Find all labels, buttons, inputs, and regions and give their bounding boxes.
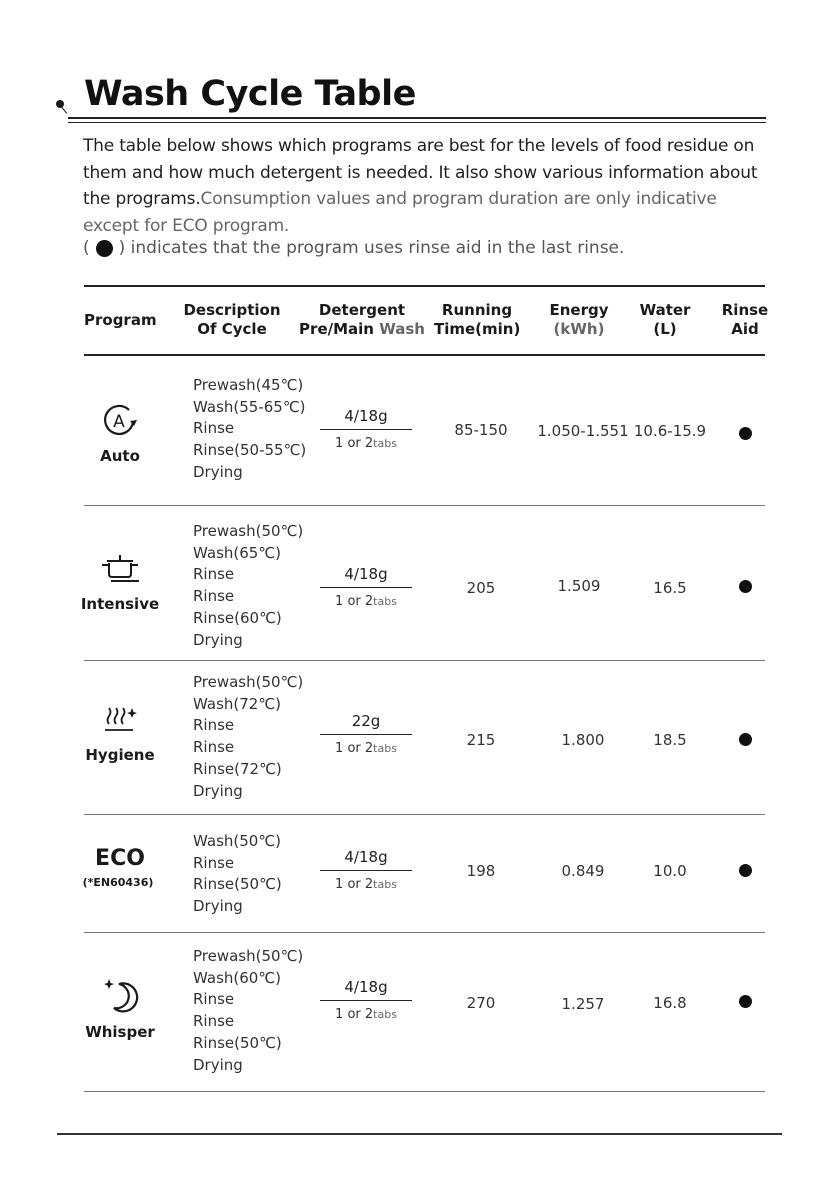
detergent-tabs: 1 or 2tabs	[335, 594, 397, 609]
energy-hygiene: 1.800	[561, 731, 605, 749]
running-time-intensive: 205	[466, 579, 496, 597]
steam-sparkle-icon	[102, 704, 140, 738]
title-rule-thin	[68, 122, 766, 123]
moon-star-icon	[100, 976, 140, 1014]
step: Wash(65℃)	[193, 543, 282, 562]
step: Rinse	[193, 419, 235, 438]
detergent-eco	[320, 848, 412, 892]
header-detergent: Detergent Pre/Main Wash	[299, 301, 425, 338]
detergent-tabs: 1 or 2tabs	[335, 877, 397, 892]
step: Wash(55-65℃)	[193, 397, 306, 416]
rinse-aid-legend	[83, 238, 624, 258]
row-separator	[84, 1091, 765, 1092]
step: Rinse(50℃)	[193, 1033, 282, 1052]
program-name-intensive: Intensive	[80, 595, 160, 613]
row-separator	[84, 660, 765, 661]
rinse-aid-dot-icon	[739, 427, 752, 440]
auto-a-icon	[100, 402, 140, 438]
step: Rinse(60℃)	[193, 608, 282, 627]
footer-rule	[57, 1133, 782, 1135]
legend-open-paren: (	[83, 238, 90, 258]
water-auto: 10.6-15.9	[633, 422, 707, 440]
detergent-whisper	[320, 978, 412, 1022]
rinse-aid-dot-icon	[739, 580, 752, 593]
energy-auto: 1.050-1.551	[537, 422, 629, 440]
intro-light-text: Consumption values and program duration are only indicative except for ECO program.	[83, 189, 717, 236]
step: Drying	[193, 630, 243, 649]
row-separator	[84, 932, 765, 933]
detergent-tabs: 1 or 2tabs	[335, 1007, 397, 1022]
step: Rinse(50-55℃)	[193, 441, 307, 460]
program-name-auto: Auto	[100, 447, 140, 465]
step: Drying	[193, 462, 243, 481]
header-energy: Energy (kWh)	[549, 301, 609, 338]
detergent-tabs: 1 or 2tabs	[335, 436, 397, 451]
title-rule	[68, 117, 766, 119]
detergent-amount: 4/18g	[320, 978, 412, 1001]
row-separator	[84, 505, 765, 506]
header-program: Program	[84, 311, 157, 329]
header-rinse-aid: Rinse Aid	[721, 301, 769, 338]
header-running-time: Running Time(min)	[434, 301, 521, 338]
header-description: Description Of Cycle	[183, 301, 281, 338]
program-standard-eco: (*EN60436)	[82, 876, 154, 889]
step: Rinse	[193, 587, 235, 606]
table-header-bottom-rule	[84, 354, 765, 356]
detergent-amount: 4/18g	[320, 565, 412, 588]
program-name-whisper: Whisper	[85, 1023, 155, 1041]
program-name-hygiene: Hygiene	[85, 746, 155, 764]
step: Wash(60℃)	[193, 968, 282, 987]
running-time-auto: 85-150	[454, 421, 508, 439]
description-auto	[193, 375, 306, 484]
rinse-aid-dot-icon	[739, 733, 752, 746]
step: Wash(50℃)	[193, 832, 282, 850]
legend-text: ) indicates that the program uses rinse aid in the last rinse.	[118, 238, 625, 258]
step: Rinse	[193, 716, 235, 735]
energy-intensive: 1.509	[557, 577, 601, 595]
step: Prewash(45℃)	[193, 376, 304, 394]
step: Prewash(50℃)	[193, 947, 304, 965]
step: Rinse(50℃)	[193, 875, 282, 894]
detergent-auto	[320, 407, 412, 451]
rinse-aid-dot-icon	[739, 995, 752, 1008]
detergent-amount: 22g	[320, 712, 412, 735]
step: Wash(72℃)	[193, 694, 282, 713]
detergent-tabs: 1 or 2tabs	[335, 741, 397, 756]
page-title: Wash Cycle Table	[84, 74, 416, 114]
step: Rinse	[193, 738, 235, 757]
rinse-aid-dot-icon	[96, 240, 113, 257]
energy-whisper: 1.257	[561, 995, 605, 1013]
water-intensive: 16.5	[653, 579, 687, 597]
water-eco: 10.0	[653, 862, 687, 880]
header-water: Water (L)	[639, 301, 691, 338]
detergent-amount: 4/18g	[320, 407, 412, 430]
step: Prewash(50℃)	[193, 673, 304, 691]
step: Drying	[193, 781, 243, 800]
step: Rinse(72℃)	[193, 759, 282, 778]
step: Rinse	[193, 1012, 235, 1031]
detergent-intensive	[320, 565, 412, 609]
program-name-eco: ECO	[95, 846, 145, 871]
step: Drying	[193, 897, 243, 916]
detergent-amount: 4/18g	[320, 848, 412, 871]
step: Rinse	[193, 990, 235, 1009]
running-time-whisper: 270	[466, 994, 496, 1012]
water-whisper: 16.8	[653, 994, 687, 1012]
running-time-eco: 198	[466, 862, 496, 880]
intro-dark-text: The table below shows which programs are best for the levels of food residue on them and how much detergent is needed. It also show various information about the programs.	[83, 136, 758, 209]
description-hygiene	[193, 672, 303, 802]
detergent-hygiene	[320, 712, 412, 756]
rinse-aid-dot-icon	[739, 864, 752, 877]
running-time-hygiene: 215	[466, 731, 496, 749]
step: Rinse	[193, 853, 235, 872]
step: Drying	[193, 1055, 243, 1074]
water-hygiene: 18.5	[653, 731, 687, 749]
step: Prewash(50℃)	[193, 522, 304, 540]
svg-text:A: A	[113, 412, 125, 432]
row-separator	[84, 814, 765, 815]
intro-paragraph	[83, 133, 773, 239]
description-eco	[193, 831, 282, 918]
table-header-top-rule	[84, 285, 765, 287]
description-intensive	[193, 521, 303, 651]
energy-eco: 0.849	[561, 862, 605, 880]
step: Rinse	[193, 565, 235, 584]
pot-icon	[99, 552, 141, 584]
description-whisper	[193, 946, 303, 1076]
